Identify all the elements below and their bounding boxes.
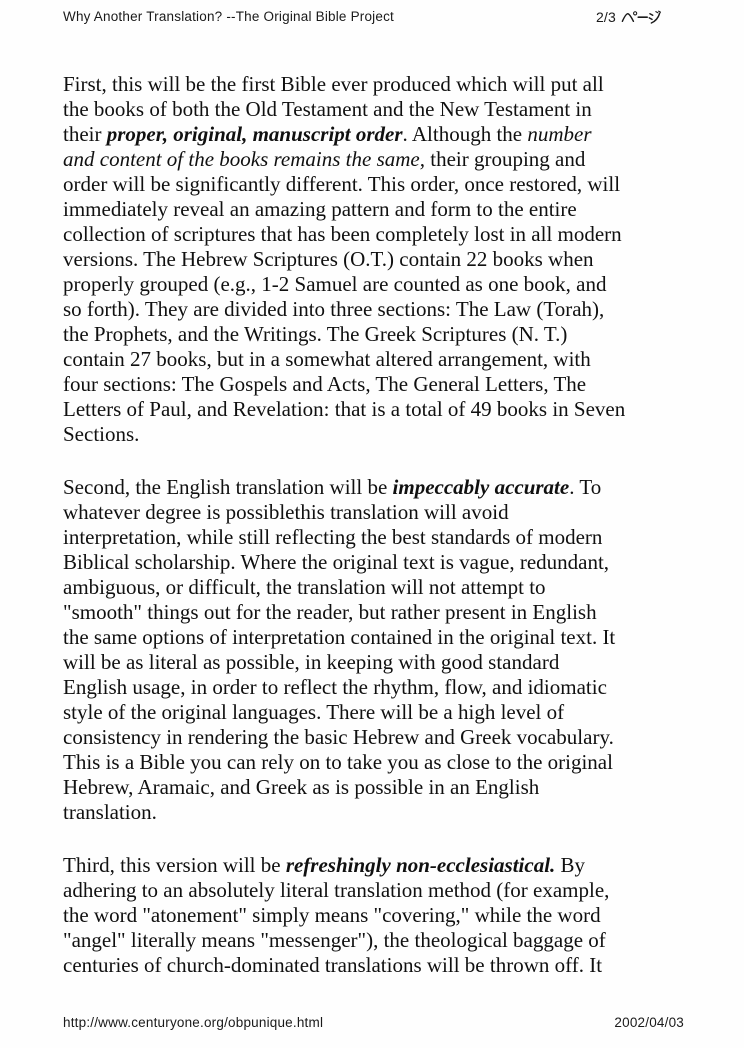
text-line: adhering to an absolutely literal translation method (for example,: [63, 878, 610, 902]
text-line: the word "atonement" simply means "covering," while the word: [63, 903, 601, 927]
text-line: Second, the English translation will be impeccably accurate. To: [63, 475, 602, 499]
text-line: order will be significantly different. This order, once restored, will: [63, 172, 621, 196]
print-header: [63, 9, 661, 25]
page-number: 2/3: [595, 9, 616, 25]
text-line: Sections.: [63, 422, 140, 446]
text-line: Letters of Paul, and Revelation: that is a total of 49 books in Seven: [63, 397, 626, 421]
text-line: four sections: The Gospels and Acts, The General Letters, The: [63, 372, 587, 396]
text-line: ambiguous, or difficult, the translation will not attempt to: [63, 575, 546, 599]
text-line: and content of the books remains the same, their grouping and: [63, 147, 586, 171]
text-line: immediately reveal an amazing pattern and form to the entire: [63, 197, 577, 221]
text-line: Third, this version will be refreshingly non-ecclesiastical. By: [63, 853, 586, 877]
paragraph: [63, 475, 688, 825]
page-indicator: [596, 9, 661, 25]
text-line: the books of both the Old Testament and the New Testament in: [63, 97, 592, 121]
text-line: English usage, in order to reflect the rhythm, flow, and idiomatic: [63, 675, 607, 699]
text-line: First, this will be the first Bible ever produced which will put all: [63, 72, 604, 96]
document-body: [63, 72, 688, 978]
text-line: their proper, original, manuscript order. Although the number: [63, 122, 592, 146]
text-line: so forth). They are divided into three sections: The Law (Torah),: [63, 297, 605, 321]
paragraph: [63, 72, 688, 447]
text-line: translation.: [63, 800, 157, 824]
print-footer: [63, 1015, 684, 1030]
text-line: "smooth" things out for the reader, but rather present in English: [63, 600, 597, 624]
text-line: Hebrew, Aramaic, and Greek as is possible in an English: [63, 775, 540, 799]
text-line: properly grouped (e.g., 1-2 Samuel are counted as one book, and: [63, 272, 607, 296]
paragraph: [63, 853, 688, 978]
text-line: "angel" literally means "messenger"), the theological baggage of: [63, 928, 606, 952]
text-line: This is a Bible you can rely on to take you as close to the original: [63, 750, 613, 774]
text-line: contain 27 books, but in a somewhat altered arrangement, with: [63, 347, 591, 371]
text-line: whatever degree is possiblethis translation will avoid: [63, 500, 509, 524]
text-line: the Prophets, and the Writings. The Greek Scriptures (N. T.): [63, 322, 568, 346]
text-line: interpretation, while still reflecting the best standards of modern: [63, 525, 603, 549]
footer-source-url: http://www.centuryone.org/obpunique.html: [63, 1015, 324, 1030]
text-line: consistency in rendering the basic Hebrew and Greek vocabulary.: [63, 725, 614, 749]
footer-print-date: 2002/04/03: [614, 1015, 684, 1030]
text-line: the same options of interpretation contained in the original text. It: [63, 625, 616, 649]
text-line: versions. The Hebrew Scriptures (O.T.) contain 22 books when: [63, 247, 594, 271]
text-line: will be as literal as possible, in keeping with good standard: [63, 650, 560, 674]
header-document-title: Why Another Translation? --The Original Bible Project: [63, 9, 394, 24]
text-line: centuries of church-dominated translations will be thrown off. It: [63, 953, 603, 977]
text-line: Biblical scholarship. Where the original text is vague, redundant,: [63, 550, 610, 574]
text-line: style of the original languages. There will be a high level of: [63, 700, 565, 724]
text-line: collection of scriptures that has been completely lost in all modern: [63, 222, 622, 246]
page-word-japanese-icon: [621, 10, 661, 25]
